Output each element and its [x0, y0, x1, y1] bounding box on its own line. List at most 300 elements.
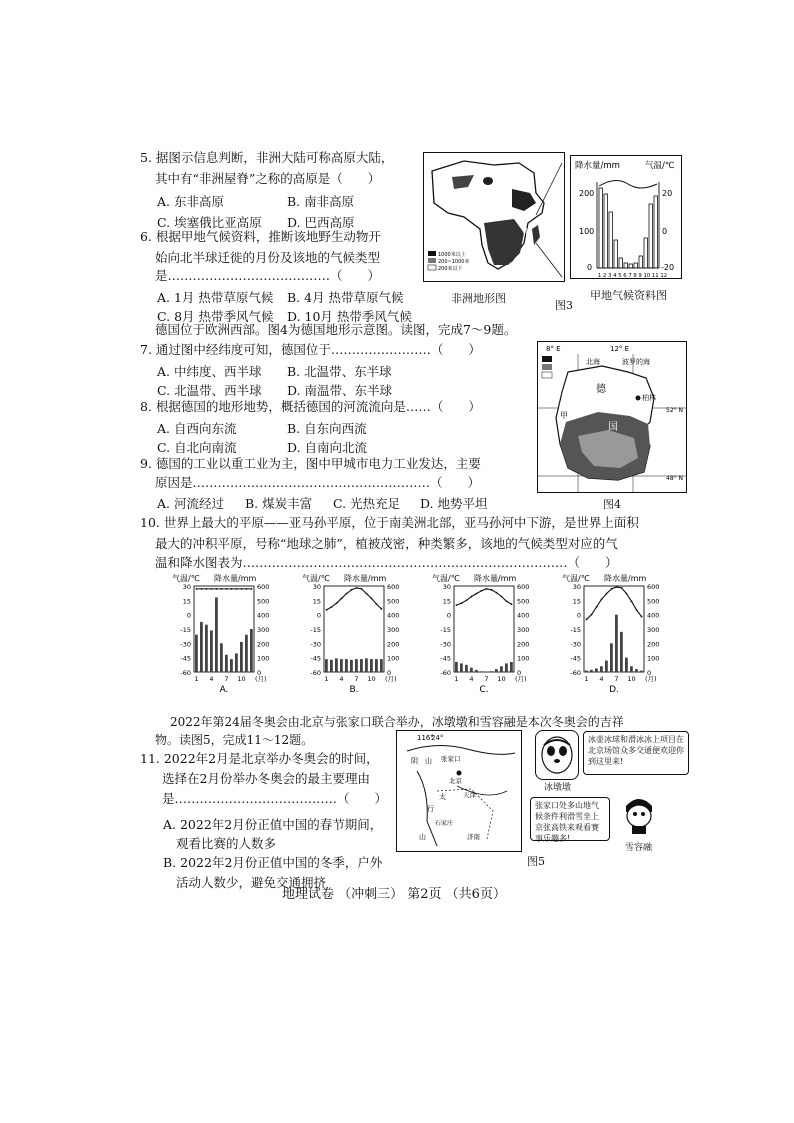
chart-precip-bar	[330, 660, 333, 672]
chart-precip-bar	[615, 615, 618, 672]
chart-temp-point	[486, 588, 488, 590]
fig5-beijing-map	[396, 730, 522, 852]
speech-bubble-zhangjiakou: 张家口处多山地气候条件利滑雪坐上京张高铁来观看赛事乐趣多!	[530, 797, 610, 841]
chart-temp-point	[326, 609, 328, 611]
chart-temp-point	[346, 593, 348, 595]
q10-stem-line3: 温和降水图表为……………………………………………………………………（ ）	[155, 555, 618, 570]
chart-temp-point	[616, 586, 618, 588]
q8-option-c[interactable]: C. 自北向南流	[157, 440, 237, 455]
speech-bubble-beijing: 冰壶冰球和滑冰冰上项目在北京场馆众多交通便欢迎你到这里来!	[583, 731, 689, 775]
fig3-precip-bar	[609, 212, 613, 268]
q9-stem-line2: 原因是…………………………………………………（ ）	[155, 475, 481, 490]
chart-temp-point	[356, 587, 358, 589]
chart-month-tick: 10	[627, 675, 636, 683]
chart-precip-bar	[200, 622, 203, 672]
chart-precip-bar	[250, 629, 253, 672]
chart-temp-tick: 15	[572, 597, 581, 606]
mascot-bingdwendwen-name: 冰墩墩	[544, 783, 572, 793]
chart-precip-bar	[335, 658, 338, 672]
chart-precip-tick: 600	[387, 583, 400, 591]
chart-temp-point	[381, 608, 383, 610]
germany-map-drawing	[538, 342, 686, 492]
chart-precip-bar	[480, 671, 483, 672]
fig5-place-yin: 阴	[411, 757, 418, 765]
q8-option-d[interactable]: D. 自南向北流	[287, 440, 368, 455]
chart-temp-point	[371, 598, 373, 600]
africa-map	[423, 152, 565, 282]
fig5-place-shijiazhuang: 石家庄	[435, 820, 454, 827]
chart-temp-point	[211, 588, 213, 590]
chart-precip-label: 降水量/mm	[604, 574, 647, 583]
chart-month-tick: 1	[584, 675, 589, 683]
fig3-precip-bar	[639, 256, 643, 268]
fig3-precip-bar	[614, 240, 618, 268]
fig5-place-tianjin: 天津	[463, 791, 476, 799]
q7-option-a[interactable]: A. 中纬度、西半球	[157, 364, 262, 379]
chart-temp-tick: 0	[186, 611, 191, 620]
chart-precip-bar	[470, 668, 473, 672]
chart-temp-point	[241, 588, 243, 590]
chart-precip-bar	[205, 625, 208, 672]
climate-chart-c	[430, 572, 540, 692]
chart-temp-label: 气温/℃	[172, 574, 200, 583]
africa-map-drawing	[424, 153, 564, 281]
fig5-map-drawing	[397, 731, 521, 851]
chart-precip-tick: 500	[517, 597, 530, 606]
chart-temp-line	[457, 589, 512, 605]
chart-temp-tick: -15	[570, 626, 581, 634]
chart-temp-point	[601, 598, 603, 600]
q6-option-c[interactable]: C. 8月 热带季风气候	[157, 309, 274, 324]
chart-temp-tick: -30	[180, 640, 191, 649]
chart-temp-point	[226, 588, 228, 590]
chart-option-letter[interactable]: A.	[219, 685, 229, 692]
chart-precip-bar	[620, 632, 623, 672]
q7-option-d[interactable]: D. 南温带、东半球	[287, 383, 393, 398]
fig3-right-tick-neg20: -20	[661, 263, 675, 272]
chart-precip-tick: 500	[257, 597, 270, 606]
germany-intro: 德国位于欧洲西部。图4为德国地形示意图。读图，完成7～9题。	[155, 322, 517, 337]
fig4-label: 图4	[603, 498, 621, 511]
q6-stem-line3: 是…………………………………（ ）	[155, 268, 381, 283]
chart-temp-tick: -15	[310, 626, 321, 634]
q5-stem-line2: 其中有“非洲屋脊”之称的高原是（ ）	[155, 171, 381, 186]
q9-stem-line1: 9. 德国的工业以重工业为主，图中甲城市电力工业发达，主要	[140, 456, 481, 471]
germany-city-berlin: 柏林	[642, 394, 656, 402]
chart-temp-label: 气温/℃	[432, 574, 460, 583]
chart-precip-bar	[460, 663, 463, 672]
q7-option-b[interactable]: B. 北温带、东半球	[287, 364, 392, 379]
chart-temp-point	[621, 587, 623, 589]
chart-temp-tick: -45	[440, 654, 451, 663]
chart-temp-point	[636, 609, 638, 611]
chart-temp-tick: -15	[180, 626, 191, 634]
q5-option-d[interactable]: D. 巴西高原	[287, 215, 355, 230]
chart-precip-bar	[625, 658, 628, 672]
chart-precip-bar	[455, 662, 458, 672]
africa-legend-3: 200米以下	[438, 266, 463, 272]
chart-temp-point	[376, 603, 378, 605]
chart-precip-tick: 100	[257, 654, 270, 663]
olympics-intro-line1: 2022年第24届冬奥会由北京与张家口联合举办，冰墩墩和雪容融是本次冬奥会的吉祥	[170, 715, 624, 729]
germany-lon-8: 8° E	[546, 345, 561, 353]
chart-temp-point	[351, 589, 353, 591]
chart-precip-tick: 600	[257, 583, 270, 591]
chart-temp-point	[471, 596, 473, 598]
africa-label-jia: 甲	[522, 228, 532, 238]
chart-temp-tick: 0	[446, 611, 451, 620]
chart-precip-bar	[495, 669, 498, 672]
chart-temp-point	[206, 588, 208, 590]
chart-temp-tick: 0	[316, 611, 321, 620]
chart-precip-bar	[345, 659, 348, 672]
chart-temp-point	[586, 619, 588, 621]
fig5-place-jinan: 济南	[467, 833, 480, 841]
chart-temp-point	[201, 588, 203, 590]
chart-month-tick: 1	[324, 675, 329, 683]
fig3-precip-bar	[629, 264, 633, 268]
chart-temp-point	[506, 600, 508, 602]
chart-temp-tick: 30	[442, 583, 451, 591]
chart-temp-point	[461, 602, 463, 604]
mascot-shueyrhonrhon-image	[620, 792, 658, 836]
chart-month-tick: 4	[599, 675, 604, 683]
chart-precip-bar	[230, 659, 233, 672]
chart-temp-tick: -30	[570, 640, 581, 649]
chart-precip-bar	[595, 668, 598, 672]
chart-temp-point	[641, 616, 643, 618]
chart-precip-bar	[610, 643, 613, 672]
chart-month-tick: 4	[209, 675, 214, 683]
chart-frame	[454, 586, 514, 672]
chart-month-tick: 4	[469, 675, 474, 683]
chart-precip-bar	[340, 659, 343, 672]
chart-precip-label: 降水量/mm	[474, 574, 517, 583]
fig3-right-axis-label: 气温/℃	[645, 161, 675, 171]
fig3-precip-bar	[654, 196, 658, 268]
q11-stem-line3: 是…………………………………（ ）	[162, 791, 388, 806]
chart-precip-tick: 0	[517, 669, 522, 677]
germany-sea-north: 北海	[586, 358, 600, 366]
q9-option-c[interactable]: C. 光热充足	[333, 496, 401, 511]
chart-precip-bar	[350, 660, 353, 672]
chart-temp-tick: -30	[440, 640, 451, 649]
chart-precip-tick: 400	[387, 611, 400, 620]
chart-precip-tick: 400	[647, 611, 660, 620]
q6-stem-line1: 6. 根据甲地气候资料，推断该地野生动物开	[140, 229, 381, 244]
chart-precip-bar	[505, 663, 508, 672]
chart-precip-bar	[235, 653, 238, 672]
q9-option-b[interactable]: B. 煤炭丰富	[245, 496, 313, 511]
chart-temp-tick: -45	[570, 654, 581, 663]
chart-month-tick: 7	[484, 675, 489, 683]
germany-lon-12: 12° E	[610, 345, 630, 353]
chart-precip-bar	[465, 665, 468, 672]
climate-chart-b-svg	[300, 572, 410, 692]
chart-precip-bar	[360, 659, 363, 672]
fig5-lon: 116°	[417, 734, 434, 742]
fig5-label: 图5	[527, 855, 545, 868]
chart-precip-bar	[240, 642, 243, 672]
climate-chart-b	[300, 572, 410, 692]
mascot-shueyrhonrhon-name: 雪容融	[625, 843, 653, 853]
chart-temp-tick: -60	[180, 669, 191, 677]
q6-stem-line2: 始向北半球迁徙的月份及该地的气候类型	[155, 250, 381, 265]
fig3-climate-chart	[570, 155, 682, 279]
chart-precip-bar	[510, 662, 513, 672]
fig3-month-labels: 1 2 3 4 5 6 7 8 9 10 11 12	[598, 273, 668, 278]
chart-precip-tick: 300	[647, 626, 660, 634]
chart-temp-point	[231, 588, 233, 590]
climate-chart-d-svg	[560, 572, 670, 692]
chart-precip-bar	[500, 666, 503, 672]
chart-temp-tick: -45	[180, 654, 191, 663]
chart-frame	[584, 586, 644, 672]
chart-temp-point	[196, 588, 198, 590]
chart-temp-point	[496, 592, 498, 594]
chart-temp-tick: 15	[442, 597, 451, 606]
chart-month-unit: (月)	[515, 675, 527, 683]
chart-temp-point	[491, 589, 493, 591]
chart-temp-point	[216, 588, 218, 590]
fig3-precip-bar	[619, 258, 623, 268]
fig3-precip-bar	[634, 263, 638, 268]
chart-precip-bar	[635, 669, 638, 672]
chart-temp-point	[331, 606, 333, 608]
fig3-left-axis-label: 降水量/mm	[575, 161, 620, 171]
chart-temp-point	[221, 588, 223, 590]
chart-month-tick: 7	[224, 675, 229, 683]
chart-precip-bar	[220, 643, 223, 672]
q8-option-b[interactable]: B. 自东向西流	[287, 421, 367, 436]
chart-temp-line	[587, 587, 642, 619]
climate-chart-a-svg	[170, 572, 280, 692]
q7-option-c[interactable]: C. 北温带、西半球	[157, 383, 262, 398]
chart-precip-bar	[640, 671, 643, 672]
chart-precip-label: 降水量/mm	[214, 574, 257, 583]
chart-temp-point	[366, 593, 368, 595]
chart-precip-tick: 600	[647, 583, 660, 591]
chart-month-tick: 10	[367, 675, 376, 683]
chart-option-letter[interactable]: C.	[479, 685, 489, 692]
chart-temp-tick: -60	[440, 669, 451, 677]
q11-option-a-line2[interactable]: 观看比赛的人数多	[176, 836, 277, 851]
fig5-place-beijing: 北京	[449, 777, 462, 785]
germany-lat-52: 52° N	[666, 407, 684, 414]
chart-option-letter[interactable]: D.	[609, 685, 619, 692]
chart-precip-bar	[215, 597, 218, 672]
germany-country-char-de: 德	[596, 384, 606, 395]
page-footer: 地理试卷 （冲刺三） 第2页 （共6页）	[282, 887, 506, 902]
chart-temp-line	[327, 588, 382, 610]
chart-temp-tick: -60	[310, 669, 321, 677]
q9-option-a[interactable]: A. 河流经过	[157, 496, 224, 511]
fig5-place-tai: 太	[439, 793, 446, 801]
chart-temp-point	[626, 593, 628, 595]
fig3-right-tick-0: 0	[662, 227, 668, 236]
africa-map-caption: 非洲地形图	[451, 292, 506, 305]
chart-temp-point	[606, 593, 608, 595]
olympics-intro-line2: 物。读图5，完成11～12题。	[155, 733, 314, 747]
chart-precip-tick: 400	[517, 611, 530, 620]
chart-temp-tick: -30	[310, 640, 321, 649]
q10-stem-line1: 10. 世界上最大的平原——亚马孙平原，位于南美洲北部，亚马孙河中下游，是世界上面积	[140, 515, 639, 530]
chart-precip-tick: 200	[517, 640, 530, 649]
chart-precip-bar	[600, 666, 603, 672]
chart-month-tick: 1	[194, 675, 199, 683]
chart-temp-point	[246, 588, 248, 590]
germany-lat-48: 48° N	[666, 475, 684, 482]
chart-precip-tick: 0	[647, 669, 652, 677]
chart-precip-bar	[590, 670, 593, 672]
climate-chart-d	[560, 572, 670, 692]
chart-precip-tick: 100	[647, 654, 660, 663]
q9-option-d[interactable]: D. 地势平坦	[420, 496, 488, 511]
chart-precip-tick: 0	[257, 669, 262, 677]
chart-precip-bar	[210, 630, 213, 672]
chart-month-tick: 7	[614, 675, 619, 683]
q5-option-c[interactable]: C. 埃塞俄比亚高原	[157, 215, 262, 230]
q11-option-b-line1[interactable]: B. 2022年2月份正值中国的冬季，户外	[163, 855, 383, 870]
chart-temp-point	[341, 598, 343, 600]
fig3-caption: 甲地气候资料图	[590, 289, 667, 302]
chart-month-tick: 1	[454, 675, 459, 683]
chart-precip-bar	[605, 661, 608, 672]
chart-temp-tick: 30	[572, 583, 581, 591]
fig3-right-tick-20: 20	[662, 189, 673, 198]
fig3-precip-bar	[649, 204, 653, 268]
fig5-place-shan: 山	[425, 757, 432, 765]
q10-stem-line2: 最大的冲积平原，号称“地球之肺”，植被茂密，种类繁多，该地的气候类型对应的气	[155, 536, 618, 551]
chart-temp-tick: 15	[182, 597, 191, 606]
chart-precip-bar	[630, 666, 633, 672]
chart-precip-tick: 500	[647, 597, 660, 606]
fig3-left-tick-100: 100	[579, 227, 595, 236]
fig5-place-zhangjiakou: 张家口	[441, 755, 461, 763]
fig3-left-tick-200: 200	[579, 189, 595, 198]
q5-stem-line1: 5. 据图示信息判断，非洲大陆可称高原大陆，	[140, 150, 394, 165]
chart-precip-bar	[355, 659, 358, 672]
chart-temp-point	[611, 588, 613, 590]
chart-temp-point	[596, 606, 598, 608]
fig3-precip-bar	[644, 238, 648, 268]
fig3-left-tick-0: 0	[587, 263, 593, 272]
chart-temp-point	[466, 599, 468, 601]
chart-temp-point	[481, 590, 483, 592]
chart-precip-tick: 300	[517, 626, 530, 634]
chart-precip-tick: 200	[257, 640, 270, 649]
germany-sea-baltic: 波罗的海	[622, 358, 650, 366]
chart-precip-bar	[325, 659, 328, 672]
chart-temp-tick: 30	[312, 583, 321, 591]
chart-temp-point	[476, 593, 478, 595]
chart-month-tick: 7	[354, 675, 359, 683]
germany-map	[537, 341, 687, 493]
chart-precip-bar	[375, 659, 378, 672]
chart-temp-point	[456, 604, 458, 606]
shueyrhonrhon-icon	[620, 792, 658, 836]
chart-precip-bar	[195, 635, 198, 672]
q11-stem-line2: 选择在2月份举办冬奥会的最主要理由	[162, 771, 370, 786]
chart-temp-tick: -45	[310, 654, 321, 663]
chart-temp-point	[236, 588, 238, 590]
chart-precip-bar	[475, 670, 478, 672]
chart-temp-tick: -60	[570, 669, 581, 677]
chart-precip-bar	[585, 671, 588, 672]
chart-precip-tick: 100	[517, 654, 530, 663]
chart-month-tick: 10	[237, 675, 246, 683]
germany-country-char-guo: 国	[608, 422, 618, 433]
fig3-precip-bar	[604, 194, 608, 268]
africa-legend-2: 200~1000米	[438, 259, 470, 265]
q11-option-b-line2[interactable]: 活动人数少，避免交通拥挤	[176, 875, 327, 890]
chart-precip-tick: 600	[517, 583, 530, 591]
chart-precip-tick: 0	[387, 669, 392, 677]
chart-temp-point	[631, 600, 633, 602]
fig5-place-hang: 行	[427, 805, 434, 813]
q8-stem: 8. 根据德国的地形地势，概括德国的河流流向是……（ ）	[140, 399, 481, 414]
fig3-precip-bar	[599, 188, 603, 268]
chart-month-tick: 10	[497, 675, 506, 683]
q8-option-a[interactable]: A. 自西向东流	[157, 421, 237, 436]
chart-month-unit: (月)	[385, 675, 397, 683]
fig5-place-shan2: 山	[419, 833, 426, 841]
chart-temp-tick: 30	[182, 583, 191, 591]
chart-precip-bar	[245, 635, 248, 672]
chart-precip-tick: 300	[387, 626, 400, 634]
chart-month-tick: 4	[339, 675, 344, 683]
chart-temp-point	[591, 614, 593, 616]
q6-option-a[interactable]: A. 1月 热带草原气候	[157, 290, 274, 305]
chart-option-letter[interactable]: B.	[349, 685, 359, 692]
chart-precip-bar	[365, 658, 368, 672]
chart-precip-tick: 100	[387, 654, 400, 663]
chart-temp-point	[336, 602, 338, 604]
fig3-label: 图3	[555, 299, 573, 312]
chart-month-unit: (月)	[255, 675, 267, 683]
q6-option-d[interactable]: D. 10月 热带季风气候	[287, 309, 412, 324]
chart-frame	[324, 586, 384, 672]
climate-chart-c-svg	[430, 572, 540, 692]
chart-precip-tick: 500	[387, 597, 400, 606]
q6-option-b[interactable]: B. 4月 热带草原气候	[287, 290, 404, 305]
chart-precip-tick: 200	[647, 640, 660, 649]
africa-legend-1: 1000米以上	[438, 252, 466, 258]
chart-precip-bar	[490, 671, 493, 672]
q11-option-a-line1[interactable]: A. 2022年2月份正值中国的春节期间，	[163, 817, 383, 832]
climate-chart-a	[170, 572, 280, 692]
mascot-bingdwendwen-image	[535, 730, 579, 780]
chart-temp-tick: -15	[440, 626, 451, 634]
q5-option-b[interactable]: B. 南非高原	[287, 194, 355, 209]
fig3-precip-bar	[624, 263, 628, 268]
germany-label-jia: 甲	[560, 411, 568, 420]
bingdwendwen-icon	[536, 731, 578, 779]
chart-precip-bar	[370, 659, 373, 672]
chart-precip-bar	[380, 659, 383, 672]
chart-precip-bar	[225, 655, 228, 672]
q7-stem: 7. 通过图中经纬度可知，德国位于……………………（ ）	[140, 342, 481, 357]
chart-temp-tick: 15	[312, 597, 321, 606]
chart-precip-label: 降水量/mm	[344, 574, 387, 583]
chart-temp-tick: 0	[576, 611, 581, 620]
chart-temp-point	[511, 603, 513, 605]
chart-temp-label: 气温/℃	[562, 574, 590, 583]
q5-option-a[interactable]: A. 东非高原	[157, 194, 224, 209]
chart-temp-point	[251, 588, 253, 590]
chart-temp-point	[501, 596, 503, 598]
chart-precip-tick: 400	[257, 611, 270, 620]
